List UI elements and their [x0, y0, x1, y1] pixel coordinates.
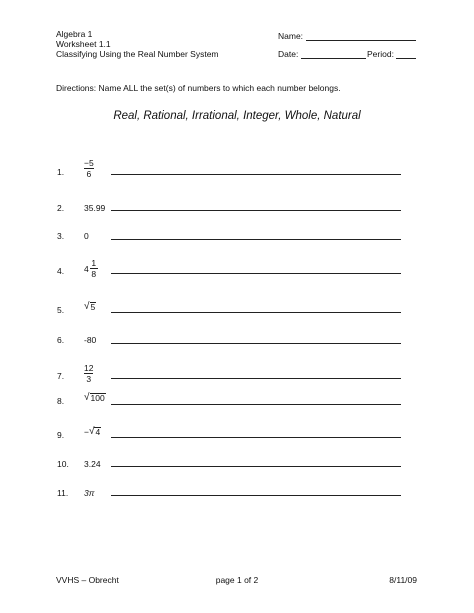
- worksheet-number: Worksheet 1.1: [56, 39, 111, 49]
- problem-4-label: 4.: [57, 266, 65, 276]
- problem-2-answer-line[interactable]: [111, 210, 401, 211]
- problem-9-minus: −: [84, 427, 89, 437]
- problem-2-label: 2.: [57, 203, 65, 213]
- period-label: Period:: [367, 49, 394, 59]
- problem-7-fraction: [84, 363, 93, 384]
- problem-8-radicand: 100: [90, 393, 105, 403]
- problem-1-numerator: −5: [84, 158, 94, 168]
- problem-4-denominator: 8: [91, 269, 97, 279]
- problem-11-label: 11.: [57, 488, 69, 498]
- problem-6-answer-line[interactable]: [111, 343, 401, 344]
- name-field[interactable]: [306, 40, 416, 41]
- problem-11-answer-line[interactable]: [111, 495, 401, 496]
- name-label: Name:: [278, 31, 304, 41]
- problem-11-number: 3π: [84, 488, 95, 498]
- problem-5-label: 5.: [57, 305, 65, 315]
- problem-9-answer-line[interactable]: [111, 437, 401, 438]
- problem-2-number: 35.99: [84, 203, 106, 213]
- problem-10-answer-line[interactable]: [111, 466, 401, 467]
- course-title: Algebra 1: [56, 29, 93, 39]
- problem-4-fraction: [90, 258, 98, 279]
- worksheet-topic: Classifying Using the Real Number System: [56, 49, 219, 59]
- problem-8-label: 8.: [57, 396, 65, 406]
- problem-7-label: 7.: [57, 371, 65, 381]
- problem-3-answer-line[interactable]: [111, 239, 401, 240]
- problem-3-label: 3.: [57, 231, 65, 241]
- problem-9-radical: [84, 427, 101, 437]
- problem-5-radical: [84, 302, 96, 312]
- problem-1-denominator: 6: [86, 169, 92, 179]
- date-label: Date:: [278, 49, 299, 59]
- problem-3-number: 0: [84, 231, 89, 241]
- problem-6-label: 6.: [57, 335, 65, 345]
- footer-school-author: VVHS – Obrecht: [56, 575, 119, 585]
- square-root-icon: √: [88, 426, 95, 437]
- square-root-icon: √: [84, 392, 90, 403]
- problem-4-whole: 4: [84, 263, 89, 274]
- problem-6-number: -80: [84, 335, 97, 345]
- problem-4-answer-line[interactable]: [111, 273, 401, 274]
- footer-page-number: page 1 of 2: [215, 575, 259, 585]
- problem-5-answer-line[interactable]: [111, 312, 401, 313]
- period-field[interactable]: [396, 58, 416, 59]
- problem-7-numerator: 12: [84, 363, 94, 373]
- date-field[interactable]: [301, 58, 366, 59]
- problem-10-label: 10.: [57, 459, 69, 469]
- problem-1-label: 1.: [57, 167, 65, 177]
- footer-date: 8/11/09: [389, 575, 417, 585]
- problem-10-number: 3.24: [84, 459, 101, 469]
- number-sets-subtitle: Real, Rational, Irrational, Integer, Whole, Natural: [113, 110, 361, 122]
- problem-8-radical: [84, 393, 106, 403]
- directions-text: Directions: Name ALL the set(s) of numbers to which each number belongs.: [56, 83, 341, 93]
- problem-4-mixed-number: [84, 258, 98, 279]
- problem-7-denominator: 3: [86, 374, 92, 384]
- problem-8-answer-line[interactable]: [111, 404, 401, 405]
- problem-9-radicand: 4: [95, 427, 101, 437]
- problem-1-answer-line[interactable]: [111, 174, 401, 175]
- problem-4-numerator: 1: [91, 258, 97, 268]
- problem-7-answer-line[interactable]: [111, 378, 401, 379]
- problem-1-fraction: [84, 158, 94, 179]
- square-root-icon: √: [84, 301, 90, 312]
- problem-5-radicand: 5: [90, 302, 96, 312]
- problem-9-label: 9.: [57, 430, 65, 440]
